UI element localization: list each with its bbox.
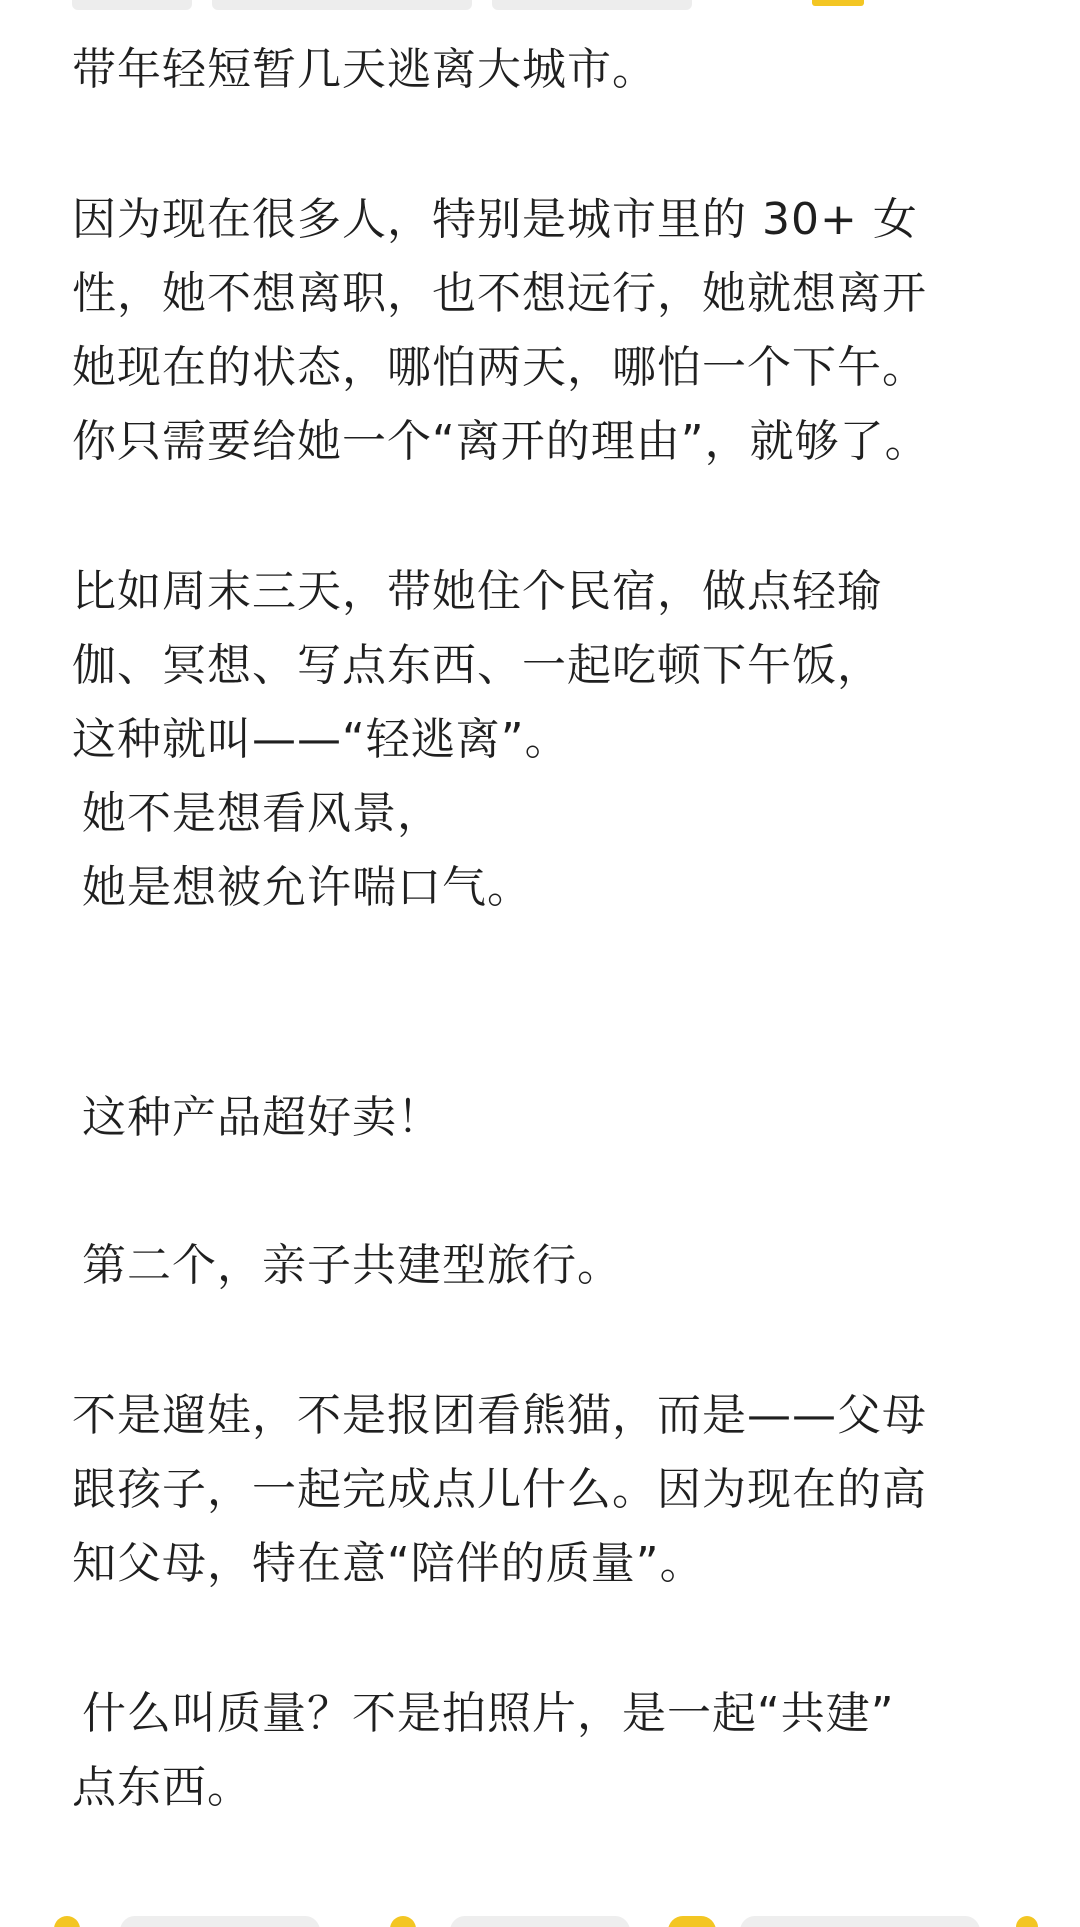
paragraph-line: 你只需要给她一个“离开的理由”，就够了。 <box>72 416 930 467</box>
paragraph-line: 她现在的状态，哪怕两天，哪怕一个下午。 <box>72 342 927 393</box>
cropped-previous-line <box>72 0 712 10</box>
paragraph-line: 带年轻短暂几天逃离大城市。 <box>72 44 657 95</box>
paragraph-line: 因为现在很多人，特别是城市里的 30+ 女 <box>72 194 918 245</box>
paragraph-line: 不是遛娃，不是报团看熊猫，而是——父母 <box>72 1390 927 1441</box>
paragraph-line: 她是想被允许喘口气。 <box>82 862 532 913</box>
paragraph-line: 伽、冥想、写点东西、一起吃顿下午饭， <box>72 640 882 691</box>
section-heading: 第二个，亲子共建型旅行。 <box>82 1240 622 1291</box>
paragraph-line: 跟孩子，一起完成点儿什么。因为现在的高 <box>72 1464 927 1515</box>
paragraph-line: 知父母，特在意“陪伴的质量”。 <box>72 1538 705 1589</box>
paragraph-line: 点东西。 <box>72 1762 252 1813</box>
paragraph-line: 什么叫质量？不是拍照片，是一起“共建” <box>82 1688 895 1739</box>
paragraph-line: 这种产品超好卖！ <box>82 1092 442 1143</box>
cropped-next-content <box>0 1908 1080 1927</box>
cropped-accent-mark <box>812 0 864 6</box>
paragraph-line: 比如周末三天，带她住个民宿，做点轻瑜 <box>72 566 882 617</box>
paragraph-line: 她不是想看风景， <box>82 788 442 839</box>
paragraph-line: 这种就叫——“轻逃离”。 <box>72 714 570 765</box>
paragraph-line: 性，她不想离职，也不想远行，她就想离开 <box>72 268 927 319</box>
